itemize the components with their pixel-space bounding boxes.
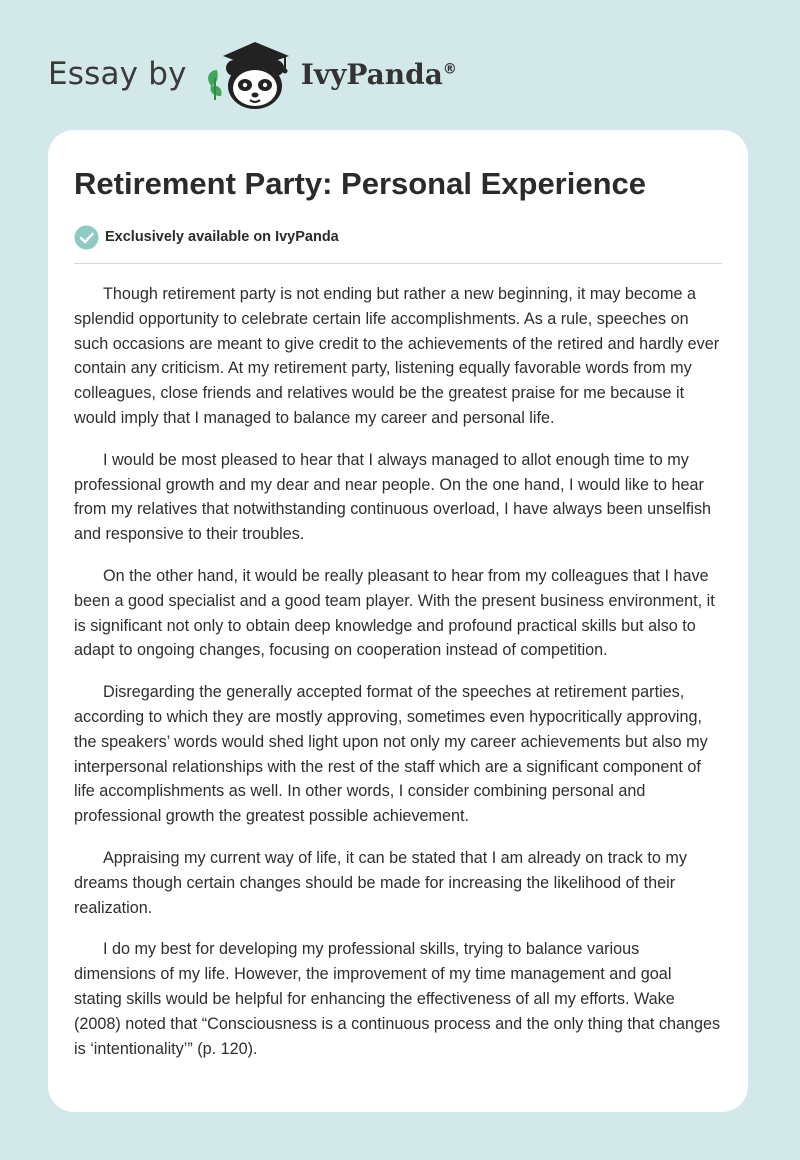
check-circle-icon bbox=[74, 225, 99, 250]
brand-name bbox=[301, 58, 457, 91]
essay-card bbox=[48, 130, 748, 1112]
exclusive-badge-text: Exclusively available on IvyPanda bbox=[105, 229, 339, 245]
essay-paragraph: I do my best for developing my professional skills, trying to balance various dimensions of my life. However, the improvement of my time management and goal stating skills would be helpful for enhancing the effectiveness of all my efforts. Wake (2008) noted that “Consciousness is a continuous process and the only thing that changes is ‘intentionality’” (p. 120). bbox=[74, 940, 721, 1058]
essay-paragraph: I would be most pleased to hear that I always managed to allot enough time to my professional growth and my dear and near people. On the one hand, I would like to hear from my relatives that notwithstanding continuous overload, I have always been unselfish and responsive to their troubles. bbox=[74, 450, 712, 544]
essay-paragraph: Disregarding the generally accepted format of the speeches at retirement parties, according to which they are mostly approving, sometimes even hypocritically approving, the speakers’ words would shed light upon not only my career achievements but also my interpersonal relationships with the rest of the staff which are a significant component of life accomplishments as well. In other words, I consider combining personal and professional growth the greatest possible achievement. bbox=[74, 683, 708, 826]
brand-prefix: Essay by bbox=[48, 56, 187, 92]
brand-header bbox=[48, 34, 457, 114]
brand-name-text: IvyPanda bbox=[300, 57, 443, 91]
essay-paragraph: Appraising my current way of life, it can be stated that I am already on track to my dreams though certain changes should be made for increasing the likelihood of their realization. bbox=[74, 848, 687, 917]
essay-body bbox=[74, 282, 722, 1061]
title-divider bbox=[74, 263, 722, 264]
essay-paragraph: On the other hand, it would be really pleasant to hear from my colleagues that I have been a good specialist and a good team player. With the present business environment, it is significant not only to obtain deep knowledge and profound practical skills but also to adapt to ongoing changes, focusing on cooperation instead of competition. bbox=[74, 566, 715, 660]
registered-mark: ® bbox=[442, 61, 457, 78]
essay-paragraph: Though retirement party is not ending but rather a new beginning, it may become a splendid opportunity to celebrate certain life accomplishments. As a rule, speeches on such occasions are meant to give credit to the achievements of the retired and hardly ever contain any criticism. At my retirement party, listening equally favorable words from my colleagues, close friends and relatives would be the greatest praise for me because it would imply that I managed to balance my career and personal life. bbox=[74, 285, 720, 427]
essay-title: Retirement Party: Personal Experience bbox=[74, 166, 647, 201]
panda-graduate-logo-icon bbox=[201, 34, 297, 114]
exclusive-badge bbox=[74, 224, 722, 250]
